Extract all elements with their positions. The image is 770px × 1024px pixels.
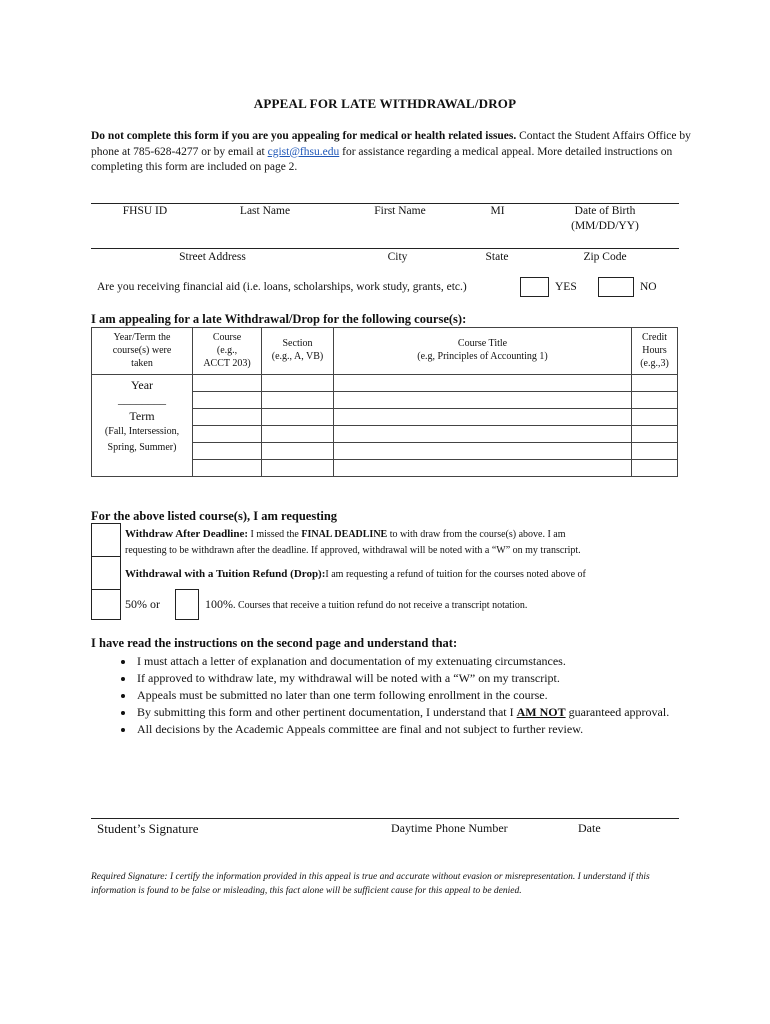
- year-blank: ________: [118, 392, 166, 406]
- col-course-line3: ACCT 203): [203, 358, 251, 369]
- section-cell[interactable]: [262, 392, 334, 409]
- student-signature-label: Student’s Signature: [97, 821, 199, 836]
- section-cell[interactable]: [262, 426, 334, 443]
- financial-aid-no-checkbox[interactable]: [598, 277, 634, 297]
- section-cell[interactable]: [262, 375, 334, 392]
- ack-item-1: • I must attach a letter of explanation and documentation of my extenuating circumstances.: [135, 653, 695, 670]
- ack-list: [115, 653, 695, 738]
- col-credit-header: [632, 328, 678, 375]
- withdraw-after-deadline-text: [125, 526, 685, 559]
- year-term-cell[interactable]: [92, 375, 193, 477]
- opt1-final-deadline: FINAL DEADLINE: [301, 529, 388, 540]
- credit-cell[interactable]: [632, 409, 678, 426]
- refund-50-label: 50% or: [125, 597, 160, 611]
- term-hint-2: Spring, Summer): [107, 442, 177, 453]
- col-title-line1: Course Title: [457, 338, 508, 349]
- row2-line[interactable]: [91, 248, 679, 249]
- credit-cell[interactable]: [632, 392, 678, 409]
- credit-cell[interactable]: [632, 426, 678, 443]
- col-year-term-line1: Year/Term the: [113, 332, 171, 343]
- first-name-label: First Name: [374, 205, 426, 217]
- col-year-term-line2: course(s) were: [112, 345, 172, 356]
- course-table: [91, 327, 678, 477]
- fhsu-id-label: FHSU ID: [122, 205, 168, 217]
- year-label: Year: [130, 378, 154, 392]
- course-cell[interactable]: [193, 392, 262, 409]
- ack-item-4: [135, 704, 695, 721]
- title-cell[interactable]: [334, 460, 632, 477]
- intro-paragraph: [91, 129, 691, 176]
- title-cell[interactable]: [334, 375, 632, 392]
- term-hint-1: (Fall, Intersession,: [104, 426, 180, 437]
- ack-heading: I have read the instructions on the second page and understand that:: [91, 636, 458, 650]
- col-section-line1: Section: [282, 338, 313, 349]
- course-cell[interactable]: [193, 409, 262, 426]
- col-year-term-header: [92, 328, 193, 375]
- course-cell[interactable]: [193, 460, 262, 477]
- intro-warning: Do not complete this form if you are you appealing for medical or health related issues.: [91, 130, 517, 142]
- credit-cell[interactable]: [632, 375, 678, 392]
- dob-label-line1: Date of Birth: [574, 205, 636, 217]
- credit-cell[interactable]: [632, 460, 678, 477]
- certification-text: Required Signature: I certify the information provided in this appeal is true and accurate without evasion or misrepresentation. I understand if this information is found to be false or misleading, this fact alone will be sufficient cause for this appeal to be denied.: [91, 872, 650, 896]
- opt1-line2: requesting to be withdrawn after the deadline. If approved, withdrawal will be noted with a “W” on my transcript.: [125, 545, 581, 556]
- term-label: Term: [129, 409, 155, 423]
- title-cell[interactable]: [334, 409, 632, 426]
- col-title-line2: (e.g, Principles of Accounting 1): [417, 351, 548, 362]
- request-heading: For the above listed course(s), I am requesting: [91, 509, 338, 523]
- col-course-line1: Course: [212, 332, 242, 343]
- withdrawal-refund-checkbox[interactable]: [91, 556, 121, 590]
- refund-100-text: [205, 596, 685, 614]
- refund-50-checkbox[interactable]: [91, 589, 121, 620]
- refund-100-label: 100%: [205, 597, 233, 611]
- date-label: Date: [578, 821, 601, 835]
- dob-label: [545, 204, 665, 234]
- course-cell[interactable]: [193, 426, 262, 443]
- email-link[interactable]: cgist@fhsu.edu: [267, 145, 340, 158]
- ack-item-4-a: By submitting this form and other pertinent documentation, I understand that I: [137, 705, 517, 719]
- intro-text-2: for assistance regarding a medical appeal. More detailed instructions on completing this form are included on page 2.: [91, 145, 673, 173]
- col-title-header: [334, 328, 632, 375]
- signature-line[interactable]: [91, 818, 679, 819]
- opt2-text: I am requesting a refund of tuition for the courses noted above of: [325, 569, 586, 580]
- financial-aid-yes-checkbox[interactable]: [520, 277, 549, 297]
- title-cell[interactable]: [334, 426, 632, 443]
- state-label: State: [485, 251, 509, 263]
- financial-aid-yes-label: YES: [555, 281, 577, 293]
- courses-heading: I am appealing for a late Withdrawal/Drop for the following course(s):: [91, 312, 467, 326]
- ack-item-2: • If approved to withdraw late, my withdrawal will be noted with a “W” on my transcript.: [135, 670, 695, 687]
- col-section-header: [262, 328, 334, 375]
- col-credit-line1: Credit: [642, 332, 667, 343]
- intro-text-1: Contact the Student Affairs Office by phone at 785-628-4277 or by email at: [91, 130, 691, 158]
- section-cell[interactable]: [262, 443, 334, 460]
- zip-code-label: Zip Code: [583, 251, 627, 263]
- city-label: City: [387, 251, 408, 263]
- refund-100-checkbox[interactable]: [175, 589, 199, 620]
- col-course-line2: (e.g.,: [216, 345, 238, 356]
- opt2-title: Withdrawal with a Tuition Refund (Drop):: [125, 568, 326, 580]
- course-cell[interactable]: [193, 443, 262, 460]
- ack-item-5: • All decisions by the Academic Appeals committee are final and not subject to further review.: [135, 721, 695, 738]
- col-credit-line2: Hours: [642, 345, 667, 356]
- last-name-label: Last Name: [239, 205, 291, 217]
- withdrawal-refund-text: [125, 566, 685, 583]
- daytime-phone-label: Daytime Phone Number: [391, 821, 508, 835]
- title-cell[interactable]: [334, 392, 632, 409]
- credit-cell[interactable]: [632, 443, 678, 460]
- col-course-header: [193, 328, 262, 375]
- section-cell[interactable]: [262, 409, 334, 426]
- ack-item-4-am-not: AM NOT: [516, 705, 566, 719]
- col-credit-line3: (e.g.,3): [640, 358, 669, 369]
- opt1-text-b: to with draw from the course(s) above. I am: [387, 529, 566, 540]
- mi-label: MI: [490, 205, 505, 217]
- financial-aid-no-label: NO: [640, 281, 657, 293]
- form-title: APPEAL FOR LATE WITHDRAWAL/DROP: [253, 96, 517, 111]
- refund-note: . Courses that receive a tuition refund do not receive a transcript notation.: [233, 600, 528, 611]
- course-cell[interactable]: [193, 375, 262, 392]
- ack-item-3: • Appeals must be submitted no later than one term following enrollment in the course.: [135, 687, 695, 704]
- financial-aid-question: Are you receiving financial aid (i.e. loans, scholarships, work study, grants, etc.): [97, 281, 467, 293]
- withdraw-after-deadline-checkbox[interactable]: [91, 523, 121, 557]
- opt1-text-a: I missed the: [248, 529, 302, 540]
- title-cell[interactable]: [334, 443, 632, 460]
- dob-label-line2: (MM/DD/YY): [571, 220, 639, 232]
- col-section-line2: (e.g., A, VB): [271, 351, 324, 362]
- street-address-label: Street Address: [179, 251, 246, 263]
- opt1-title: Withdraw After Deadline:: [125, 528, 249, 540]
- col-year-term-line3: taken: [131, 358, 153, 369]
- ack-item-4-c: guaranteed approval.: [565, 705, 670, 719]
- section-cell[interactable]: [262, 460, 334, 477]
